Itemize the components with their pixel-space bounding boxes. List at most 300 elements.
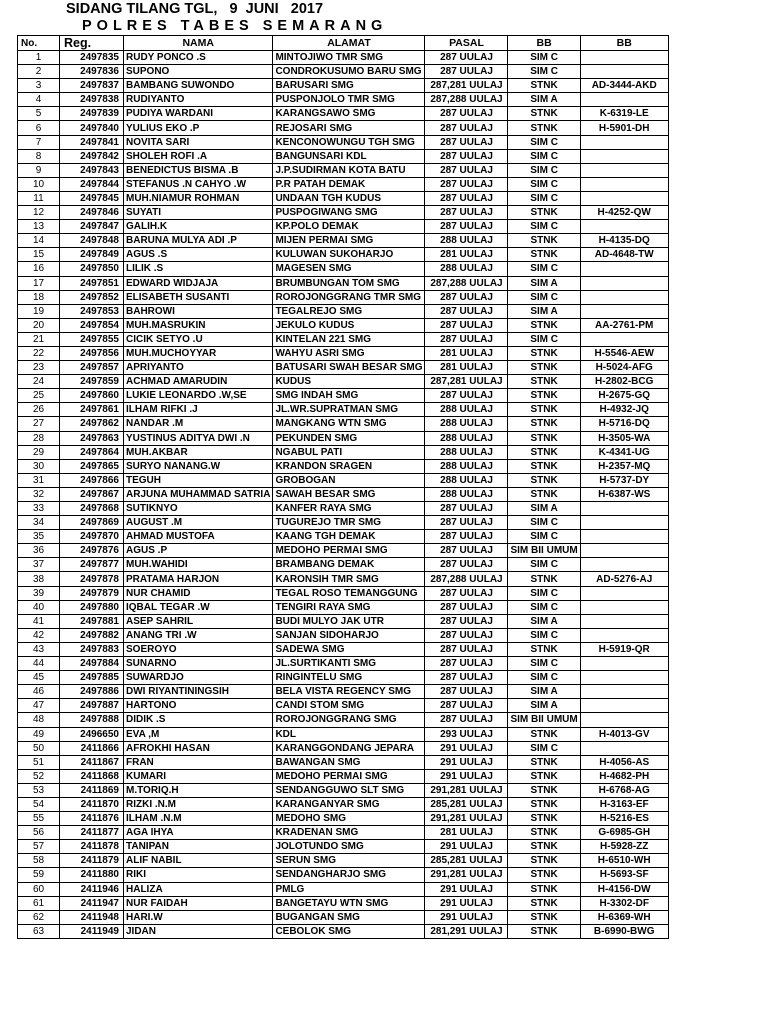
cell-no: 42 <box>18 628 60 642</box>
cell-pasal: 287 UULAJ <box>425 713 508 727</box>
cell-bb: SIM BII UMUM <box>508 713 580 727</box>
cell-no: 5 <box>18 107 60 121</box>
table-row <box>18 417 669 431</box>
cell-bb-2: H-5693-SF <box>580 868 668 882</box>
cell-bb: SIM C <box>508 149 580 163</box>
cell-nama: AGUS .P <box>124 544 273 558</box>
cell-alamat: NGABUL PATI <box>273 445 425 459</box>
cell-pasal: 287,288 UULAJ <box>425 572 508 586</box>
cell-alamat: MAGESEN SMG <box>273 262 425 276</box>
table-row <box>18 107 669 121</box>
cell-nama: SURYO NANANG.W <box>124 459 273 473</box>
cell-alamat: KINTELAN 221 SMG <box>273 332 425 346</box>
cell-bb: SIM C <box>508 657 580 671</box>
cell-bb: SIM C <box>508 163 580 177</box>
cell-reg: 2497852 <box>60 290 124 304</box>
cell-bb: STNK <box>508 882 580 896</box>
cell-bb-2: K-6319-LE <box>580 107 668 121</box>
table-row <box>18 769 669 783</box>
cell-pasal: 287,281 UULAJ <box>425 79 508 93</box>
cell-alamat: BUDI MULYO JAK UTR <box>273 614 425 628</box>
cell-bb: STNK <box>508 924 580 938</box>
cell-no: 2 <box>18 65 60 79</box>
cell-bb: SIM C <box>508 671 580 685</box>
cell-nama: TEGUH <box>124 473 273 487</box>
table-row <box>18 840 669 854</box>
cell-alamat: UNDAAN TGH KUDUS <box>273 191 425 205</box>
cell-bb-2 <box>580 177 668 191</box>
cell-pasal: 287 UULAJ <box>425 657 508 671</box>
cell-bb: STNK <box>508 854 580 868</box>
cell-nama: ASEP SAHRIL <box>124 614 273 628</box>
table-row <box>18 910 669 924</box>
cell-alamat: SAWAH BESAR SMG <box>273 487 425 501</box>
cell-reg: 2497866 <box>60 473 124 487</box>
cell-no: 17 <box>18 276 60 290</box>
cell-bb: SIM C <box>508 741 580 755</box>
cell-bb-2 <box>580 65 668 79</box>
cell-nama: HALIZA <box>124 882 273 896</box>
cell-reg: 2497868 <box>60 502 124 516</box>
cell-bb: SIM C <box>508 628 580 642</box>
cell-nama: M.TORIQ.H <box>124 783 273 797</box>
cell-bb-2 <box>580 149 668 163</box>
col-header-nama: NAMA <box>124 36 273 51</box>
cell-nama: IQBAL TEGAR .W <box>124 600 273 614</box>
cell-alamat: KRADENAN SMG <box>273 826 425 840</box>
cell-reg: 2497857 <box>60 361 124 375</box>
cell-reg: 2497841 <box>60 135 124 149</box>
table-row <box>18 121 669 135</box>
table-row <box>18 671 669 685</box>
cell-alamat: REJOSARI SMG <box>273 121 425 135</box>
cell-alamat: BAWANGAN SMG <box>273 755 425 769</box>
cell-nama: HARTONO <box>124 699 273 713</box>
cell-bb-2 <box>580 586 668 600</box>
cell-no: 50 <box>18 741 60 755</box>
cell-nama: TANIPAN <box>124 840 273 854</box>
cell-alamat: KANFER RAYA SMG <box>273 502 425 516</box>
cell-bb-2 <box>580 600 668 614</box>
cell-pasal: 287 UULAJ <box>425 685 508 699</box>
table-row <box>18 713 669 727</box>
cell-bb: STNK <box>508 783 580 797</box>
cell-bb-2: AD-3444-AKD <box>580 79 668 93</box>
cell-no: 11 <box>18 191 60 205</box>
table-row <box>18 163 669 177</box>
col-header-alamat: ALAMAT <box>273 36 425 51</box>
cell-pasal: 287,288 UULAJ <box>425 276 508 290</box>
cell-no: 19 <box>18 304 60 318</box>
table-row <box>18 924 669 938</box>
cell-bb: SIM BII UMUM <box>508 544 580 558</box>
cell-no: 38 <box>18 572 60 586</box>
cell-pasal: 291,281 UULAJ <box>425 868 508 882</box>
cell-nama: CICIK SETYO .U <box>124 332 273 346</box>
cell-bb-2: H-4156-DW <box>580 882 668 896</box>
table-row <box>18 234 669 248</box>
cell-pasal: 291 UULAJ <box>425 741 508 755</box>
cell-alamat: PUSPONJOLO TMR SMG <box>273 93 425 107</box>
col-header-bb-2: BB <box>580 36 668 51</box>
cell-bb-2: H-5216-ES <box>580 812 668 826</box>
cell-reg: 2497888 <box>60 713 124 727</box>
cell-no: 34 <box>18 516 60 530</box>
cell-no: 62 <box>18 910 60 924</box>
cell-bb-2 <box>580 220 668 234</box>
cell-bb: SIM C <box>508 530 580 544</box>
cell-bb-2 <box>580 544 668 558</box>
cell-pasal: 288 UULAJ <box>425 487 508 501</box>
cell-pasal: 293 UULAJ <box>425 727 508 741</box>
table-row <box>18 727 669 741</box>
cell-reg: 2497884 <box>60 657 124 671</box>
cell-alamat: KARANGANYAR SMG <box>273 797 425 811</box>
cell-bb: STNK <box>508 910 580 924</box>
cell-nama: EDWARD WIDJAJA <box>124 276 273 290</box>
cell-alamat: P.R PATAH DEMAK <box>273 177 425 191</box>
cell-pasal: 281 UULAJ <box>425 361 508 375</box>
cell-reg: 2497848 <box>60 234 124 248</box>
cell-bb: STNK <box>508 403 580 417</box>
cell-no: 20 <box>18 318 60 332</box>
cell-nama: MUH.MUCHOYYAR <box>124 346 273 360</box>
cell-alamat: KAANG TGH DEMAK <box>273 530 425 544</box>
cell-alamat: SERUN SMG <box>273 854 425 868</box>
cell-reg: 2411947 <box>60 896 124 910</box>
table-row <box>18 699 669 713</box>
cell-no: 58 <box>18 854 60 868</box>
cell-no: 61 <box>18 896 60 910</box>
cell-reg: 2411877 <box>60 826 124 840</box>
cell-bb-2 <box>580 516 668 530</box>
table-row <box>18 220 669 234</box>
table-row <box>18 248 669 262</box>
cell-alamat: TEGAL ROSO TEMANGGUNG <box>273 586 425 600</box>
cell-no: 40 <box>18 600 60 614</box>
cell-nama: STEFANUS .N CAHYO .W <box>124 177 273 191</box>
cell-reg: 2497886 <box>60 685 124 699</box>
cell-alamat: KDL <box>273 727 425 741</box>
cell-nama: RUDIYANTO <box>124 93 273 107</box>
cell-alamat: MEDOHO SMG <box>273 812 425 826</box>
cell-bb: SIM C <box>508 135 580 149</box>
cell-bb-2: H-3302-DF <box>580 896 668 910</box>
cell-alamat: RINGINTELU SMG <box>273 671 425 685</box>
cell-nama: BAMBANG SUWONDO <box>124 79 273 93</box>
cell-reg: 2411866 <box>60 741 124 755</box>
cell-reg: 2496650 <box>60 727 124 741</box>
cell-reg: 2497837 <box>60 79 124 93</box>
table-row <box>18 51 669 65</box>
cell-bb-2: AA-2761-PM <box>580 318 668 332</box>
cell-alamat: SMG INDAH SMG <box>273 389 425 403</box>
cell-pasal: 287 UULAJ <box>425 586 508 600</box>
table-header-row <box>18 36 669 51</box>
cell-no: 25 <box>18 389 60 403</box>
cell-bb-2: K-4341-UG <box>580 445 668 459</box>
table-row <box>18 65 669 79</box>
cell-nama: AUGUST .M <box>124 516 273 530</box>
cell-pasal: 281,291 UULAJ <box>425 924 508 938</box>
cell-no: 4 <box>18 93 60 107</box>
cell-no: 54 <box>18 797 60 811</box>
cell-alamat: MEDOHO PERMAI SMG <box>273 544 425 558</box>
col-header-no: No. <box>18 36 60 51</box>
cell-reg: 2497853 <box>60 304 124 318</box>
cell-pasal: 288 UULAJ <box>425 459 508 473</box>
cell-pasal: 287 UULAJ <box>425 318 508 332</box>
cell-no: 55 <box>18 812 60 826</box>
cell-bb: STNK <box>508 346 580 360</box>
cell-bb-2: H-4682-PH <box>580 769 668 783</box>
cell-nama: BENEDICTUS BISMA .B <box>124 163 273 177</box>
cell-pasal: 287 UULAJ <box>425 628 508 642</box>
cell-nama: MUH.NIAMUR ROHMAN <box>124 191 273 205</box>
cell-pasal: 288 UULAJ <box>425 262 508 276</box>
cell-alamat: BRAMBANG DEMAK <box>273 558 425 572</box>
cell-bb: STNK <box>508 812 580 826</box>
cell-alamat: SENDANGHARJO SMG <box>273 868 425 882</box>
cell-bb: STNK <box>508 755 580 769</box>
cell-pasal: 288 UULAJ <box>425 403 508 417</box>
table-row <box>18 79 669 93</box>
cell-no: 52 <box>18 769 60 783</box>
cell-alamat: ROROJONGGRANG TMR SMG <box>273 290 425 304</box>
cell-bb-2 <box>580 502 668 516</box>
cell-pasal: 291 UULAJ <box>425 896 508 910</box>
cell-reg: 2497883 <box>60 642 124 656</box>
cell-reg: 2497838 <box>60 93 124 107</box>
cell-bb: STNK <box>508 896 580 910</box>
cell-bb: STNK <box>508 431 580 445</box>
cell-nama: MUH.WAHIDI <box>124 558 273 572</box>
cell-pasal: 287 UULAJ <box>425 516 508 530</box>
cell-bb: STNK <box>508 248 580 262</box>
cell-nama: DWI RIYANTININGSIH <box>124 685 273 699</box>
cell-no: 30 <box>18 459 60 473</box>
cell-reg: 2497877 <box>60 558 124 572</box>
cell-reg: 2497839 <box>60 107 124 121</box>
table-row <box>18 473 669 487</box>
cell-nama: NOVITA SARI <box>124 135 273 149</box>
cell-no: 22 <box>18 346 60 360</box>
table-row <box>18 572 669 586</box>
cell-bb-2: H-4932-JQ <box>580 403 668 417</box>
cell-no: 35 <box>18 530 60 544</box>
cell-reg: 2411946 <box>60 882 124 896</box>
table-row <box>18 812 669 826</box>
table-row <box>18 403 669 417</box>
cell-alamat: JEKULO KUDUS <box>273 318 425 332</box>
cell-pasal: 287 UULAJ <box>425 135 508 149</box>
cell-pasal: 288 UULAJ <box>425 445 508 459</box>
table-row <box>18 755 669 769</box>
cell-bb: SIM C <box>508 586 580 600</box>
cell-pasal: 287 UULAJ <box>425 206 508 220</box>
cell-alamat: KULUWAN SUKOHARJO <box>273 248 425 262</box>
cell-bb: STNK <box>508 826 580 840</box>
cell-pasal: 291 UULAJ <box>425 910 508 924</box>
cell-reg: 2411868 <box>60 769 124 783</box>
cell-bb: STNK <box>508 840 580 854</box>
table-row <box>18 332 669 346</box>
table-row <box>18 361 669 375</box>
cell-reg: 2497842 <box>60 149 124 163</box>
cell-bb: STNK <box>508 868 580 882</box>
cell-bb: SIM C <box>508 191 580 205</box>
cell-nama: FRAN <box>124 755 273 769</box>
cell-bb: SIM C <box>508 51 580 65</box>
cell-bb-2: H-3505-WA <box>580 431 668 445</box>
cell-no: 27 <box>18 417 60 431</box>
table-row <box>18 135 669 149</box>
cell-reg: 2497864 <box>60 445 124 459</box>
cell-bb-2: H-3163-EF <box>580 797 668 811</box>
cell-bb-2 <box>580 304 668 318</box>
cell-bb-2: H-5737-DY <box>580 473 668 487</box>
cell-bb-2: H-4252-QW <box>580 206 668 220</box>
cell-alamat: MANGKANG WTN SMG <box>273 417 425 431</box>
cell-reg: 2497856 <box>60 346 124 360</box>
cell-alamat: SENDANGGUWO SLT SMG <box>273 783 425 797</box>
cell-bb-2 <box>580 671 668 685</box>
cell-reg: 2497850 <box>60 262 124 276</box>
cell-nama: YULIUS EKO .P <box>124 121 273 135</box>
cell-alamat: KARANGSAWO SMG <box>273 107 425 121</box>
table-row <box>18 642 669 656</box>
cell-bb-2: H-5928-ZZ <box>580 840 668 854</box>
table-row <box>18 544 669 558</box>
cell-bb-2: H-2675-GQ <box>580 389 668 403</box>
cell-pasal: 281 UULAJ <box>425 248 508 262</box>
cell-alamat: KARANGGONDANG JEPARA <box>273 741 425 755</box>
cell-reg: 2497862 <box>60 417 124 431</box>
cell-bb: STNK <box>508 572 580 586</box>
cell-bb: STNK <box>508 473 580 487</box>
cell-no: 53 <box>18 783 60 797</box>
table-row <box>18 826 669 840</box>
cell-no: 56 <box>18 826 60 840</box>
cell-nama: PUDIYA WARDANI <box>124 107 273 121</box>
table-row <box>18 882 669 896</box>
cell-bb: STNK <box>508 487 580 501</box>
col-header-bb: BB <box>508 36 580 51</box>
cell-nama: SOEROYO <box>124 642 273 656</box>
cell-reg: 2497836 <box>60 65 124 79</box>
cell-reg: 2497844 <box>60 177 124 191</box>
cell-bb: STNK <box>508 459 580 473</box>
cell-pasal: 291,281 UULAJ <box>425 812 508 826</box>
cell-alamat: MINTOJIWO TMR SMG <box>273 51 425 65</box>
cell-nama: APRIYANTO <box>124 361 273 375</box>
cell-nama: HARI.W <box>124 910 273 924</box>
col-header-reg: Reg. <box>60 36 124 51</box>
cell-bb: STNK <box>508 375 580 389</box>
cell-pasal: 287,281 UULAJ <box>425 375 508 389</box>
cell-no: 39 <box>18 586 60 600</box>
cell-alamat: CANDI STOM SMG <box>273 699 425 713</box>
cell-alamat: KUDUS <box>273 375 425 389</box>
cell-nama: SUYATI <box>124 206 273 220</box>
cell-alamat: MIJEN PERMAI SMG <box>273 234 425 248</box>
cell-pasal: 287 UULAJ <box>425 304 508 318</box>
cell-no: 21 <box>18 332 60 346</box>
cell-pasal: 287 UULAJ <box>425 530 508 544</box>
cell-pasal: 287,288 UULAJ <box>425 93 508 107</box>
cell-no: 49 <box>18 727 60 741</box>
cell-no: 59 <box>18 868 60 882</box>
cell-reg: 2497860 <box>60 389 124 403</box>
cell-bb: SIM A <box>508 614 580 628</box>
cell-reg: 2497887 <box>60 699 124 713</box>
cell-bb-2: H-4135-DQ <box>580 234 668 248</box>
cell-no: 9 <box>18 163 60 177</box>
cell-nama: AHMAD MUSTOFA <box>124 530 273 544</box>
cell-bb: SIM C <box>508 290 580 304</box>
cell-nama: ALIF NABIL <box>124 854 273 868</box>
cell-pasal: 285,281 UULAJ <box>425 797 508 811</box>
cell-reg: 2497870 <box>60 530 124 544</box>
cell-pasal: 287 UULAJ <box>425 163 508 177</box>
cell-bb: STNK <box>508 318 580 332</box>
cell-nama: RUDY PONCO .S <box>124 51 273 65</box>
table-row <box>18 586 669 600</box>
cell-nama: RIKI <box>124 868 273 882</box>
table-row <box>18 854 669 868</box>
cell-alamat: KP.POLO DEMAK <box>273 220 425 234</box>
cell-nama: ILHAM RIFKI .J <box>124 403 273 417</box>
table-row <box>18 149 669 163</box>
cell-reg: 2411948 <box>60 910 124 924</box>
cell-no: 37 <box>18 558 60 572</box>
cell-bb-2 <box>580 699 668 713</box>
cell-reg: 2411867 <box>60 755 124 769</box>
cell-bb-2 <box>580 276 668 290</box>
cell-reg: 2497855 <box>60 332 124 346</box>
cell-pasal: 287 UULAJ <box>425 177 508 191</box>
cell-nama: LUKIE LEONARDO .W,SE <box>124 389 273 403</box>
cell-nama: ILHAM .N.M <box>124 812 273 826</box>
table-row <box>18 177 669 191</box>
cell-nama: GALIH.K <box>124 220 273 234</box>
cell-bb-2: H-6768-AG <box>580 783 668 797</box>
cell-alamat: JL.SURTIKANTI SMG <box>273 657 425 671</box>
cell-no: 13 <box>18 220 60 234</box>
cell-pasal: 288 UULAJ <box>425 431 508 445</box>
cell-pasal: 291 UULAJ <box>425 755 508 769</box>
cell-alamat: KARONSIH TMR SMG <box>273 572 425 586</box>
cell-nama: SUPONO <box>124 65 273 79</box>
cell-reg: 2497878 <box>60 572 124 586</box>
cell-no: 45 <box>18 671 60 685</box>
cell-pasal: 288 UULAJ <box>425 234 508 248</box>
table-row <box>18 290 669 304</box>
cell-nama: KUMARI <box>124 769 273 783</box>
ticket-table <box>17 35 669 939</box>
cell-bb-2: H-4056-AS <box>580 755 668 769</box>
cell-reg: 2411870 <box>60 797 124 811</box>
cell-bb-2 <box>580 163 668 177</box>
cell-bb-2: AD-4648-TW <box>580 248 668 262</box>
cell-bb: STNK <box>508 797 580 811</box>
cell-bb-2 <box>580 332 668 346</box>
cell-nama: AGUS .S <box>124 248 273 262</box>
cell-bb-2: H-5919-QR <box>580 642 668 656</box>
cell-nama: SUWARDJO <box>124 671 273 685</box>
cell-nama: RIZKI .N.M <box>124 797 273 811</box>
table-row <box>18 487 669 501</box>
